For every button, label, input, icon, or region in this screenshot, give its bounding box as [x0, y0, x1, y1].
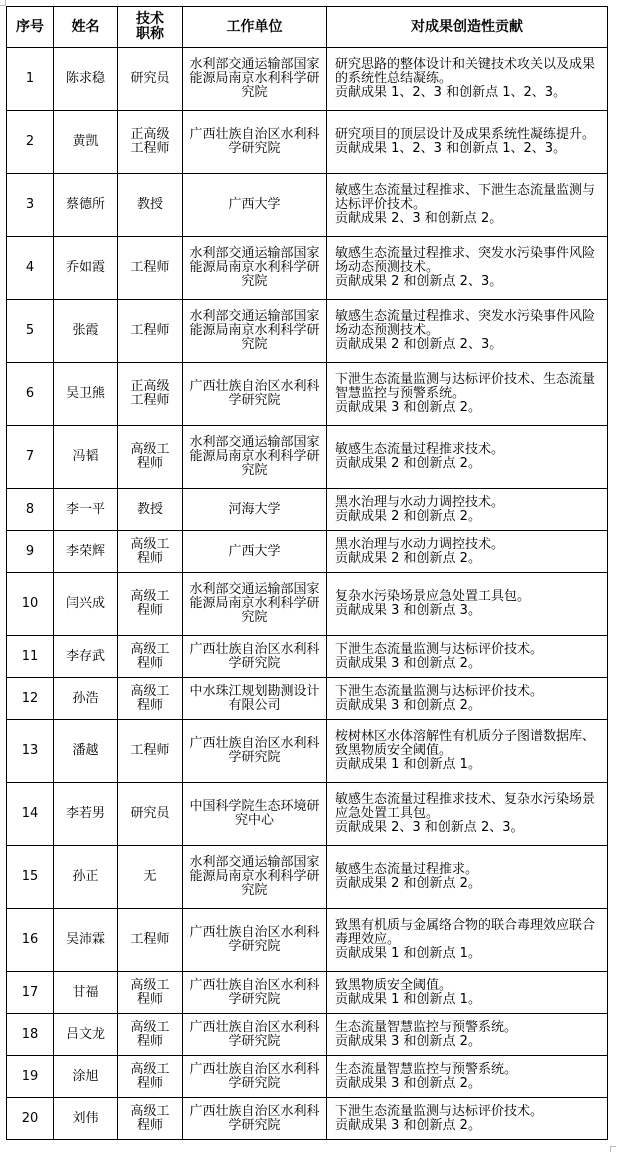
row-contribution-cell [327, 111, 608, 174]
table-body [7, 48, 608, 1140]
contribution-credit: 贡献成果 3 和创新点 2。 [335, 1075, 481, 1091]
row-contribution-cell [327, 783, 608, 846]
row-org-cell: 河海大学 [183, 489, 327, 531]
table-row [7, 1098, 608, 1140]
header-no: 序号 [7, 7, 54, 48]
contribution-credit: 贡献成果 3 和创新点 2。 [335, 400, 481, 415]
row-title-cell: 工程师 [118, 300, 183, 363]
row-name-cell: 冯韬 [54, 426, 118, 489]
contribution-text: 下泄生态流量监测与达标评价技术。 [335, 1103, 544, 1119]
table-row [7, 636, 608, 678]
row-name-cell: 李存武 [54, 636, 118, 678]
contribution-text: 敏感生态流量过程推求技术。 [335, 442, 505, 457]
row-contribution-cell [327, 174, 608, 237]
row-org-cell: 广西壮族自治区水利科学研究院 [183, 909, 327, 972]
row-name-cell: 李一平 [54, 489, 118, 531]
contribution-text: 敏感生态流量过程推求技术、复杂水污染场景应急处置工具包。 [335, 792, 596, 821]
row-no-cell: 7 [7, 426, 54, 489]
header-contribution: 对成果创造性贡献 [327, 7, 608, 48]
row-no-cell: 1 [7, 48, 54, 111]
row-name-cell: 刘伟 [54, 1098, 118, 1140]
contributors-table-container [6, 6, 608, 1140]
row-no-cell: 18 [7, 1014, 54, 1056]
table-row [7, 531, 608, 573]
row-title-cell: 无 [118, 846, 183, 909]
row-contribution-cell [327, 300, 608, 363]
row-contribution-cell [327, 636, 608, 678]
row-no-cell: 3 [7, 174, 54, 237]
row-name-cell: 陈求稳 [54, 48, 118, 111]
contribution-credit: 贡献成果 2 和创新点 2。 [335, 550, 481, 566]
row-title-cell: 高级工程师 [118, 531, 183, 573]
row-no-cell: 12 [7, 678, 54, 720]
contribution-text: 敏感生态流量过程推求、下泄生态流量监测与达标评价技术。 [335, 183, 596, 212]
page-corner-mark-bottom-right [610, 1146, 616, 1152]
row-name-cell: 吴沛霖 [54, 909, 118, 972]
row-title-cell: 高级工程师 [118, 1056, 183, 1098]
row-org-cell: 水利部交通运输部国家能源局南京水利科学研究院 [183, 426, 327, 489]
contributors-table [6, 6, 608, 1140]
contribution-credit: 贡献成果 3 和创新点 2。 [335, 655, 481, 671]
table-row [7, 1014, 608, 1056]
row-title-cell: 高级工程师 [118, 678, 183, 720]
row-org-cell: 广西壮族自治区水利科学研究院 [183, 972, 327, 1014]
row-name-cell: 吴卫熊 [54, 363, 118, 426]
contribution-text: 敏感生态流量过程推求、突发水污染事件风险场动态预测技术。 [335, 309, 596, 338]
table-row [7, 300, 608, 363]
contribution-text: 生态流量智慧监控与预警系统。 [335, 1061, 518, 1077]
contribution-text: 生态流量智慧监控与预警系统。 [335, 1019, 518, 1035]
row-contribution-cell [327, 972, 608, 1014]
row-no-cell: 14 [7, 783, 54, 846]
contribution-text: 下泄生态流量监测与达标评价技术。 [335, 683, 544, 699]
row-org-cell: 水利部交通运输部国家能源局南京水利科学研究院 [183, 48, 327, 111]
row-org-cell: 广西大学 [183, 174, 327, 237]
row-title-cell: 教授 [118, 489, 183, 531]
header-name: 姓名 [54, 7, 118, 48]
contribution-text: 敏感生态流量过程推求、突发水污染事件风险场动态预测技术。 [335, 246, 596, 275]
row-name-cell: 潘越 [54, 720, 118, 783]
row-no-cell: 20 [7, 1098, 54, 1140]
row-org-cell: 广西大学 [183, 531, 327, 573]
row-org-cell: 广西壮族自治区水利科学研究院 [183, 1098, 327, 1140]
row-name-cell: 孙正 [54, 846, 118, 909]
row-org-cell: 水利部交通运输部国家能源局南京水利科学研究院 [183, 300, 327, 363]
row-contribution-cell [327, 531, 608, 573]
row-contribution-cell [327, 237, 608, 300]
row-org-cell: 广西壮族自治区水利科学研究院 [183, 1056, 327, 1098]
contribution-credit: 贡献成果 1 和创新点 1。 [335, 946, 481, 961]
row-org-cell: 广西壮族自治区水利科学研究院 [183, 1014, 327, 1056]
row-org-cell: 广西壮族自治区水利科学研究院 [183, 636, 327, 678]
row-name-cell: 黄凯 [54, 111, 118, 174]
contribution-credit: 贡献成果 2 和创新点 2。 [335, 456, 481, 471]
row-no-cell: 4 [7, 237, 54, 300]
row-title-cell: 高级工程师 [118, 426, 183, 489]
contribution-credit: 贡献成果 2、3 和创新点 2。 [335, 211, 503, 226]
row-no-cell: 15 [7, 846, 54, 909]
row-no-cell: 5 [7, 300, 54, 363]
row-org-cell: 水利部交通运输部国家能源局南京水利科学研究院 [183, 846, 327, 909]
row-title-cell: 工程师 [118, 909, 183, 972]
table-row [7, 846, 608, 909]
contribution-credit: 贡献成果 2 和创新点 2。 [335, 508, 481, 524]
row-no-cell: 6 [7, 363, 54, 426]
table-row [7, 426, 608, 489]
contribution-credit: 贡献成果 1 和创新点 1。 [335, 991, 481, 1007]
row-contribution-cell [327, 363, 608, 426]
contribution-text: 黑水治理与水动力调控技术。 [335, 494, 505, 510]
contribution-credit: 贡献成果 3 和创新点 2。 [335, 1033, 481, 1049]
row-no-cell: 10 [7, 573, 54, 636]
contribution-credit: 贡献成果 1 和创新点 1。 [335, 757, 481, 772]
table-row [7, 720, 608, 783]
contribution-credit: 贡献成果 2 和创新点 2、3。 [335, 337, 503, 352]
row-title-cell: 工程师 [118, 720, 183, 783]
contribution-text: 下泄生态流量监测与达标评价技术、生态流量智慧监控与预警系统。 [335, 372, 596, 401]
row-no-cell: 11 [7, 636, 54, 678]
row-no-cell: 19 [7, 1056, 54, 1098]
contribution-text: 研究思路的整体设计和关键技术攻关以及成果的系统性总结凝练。 [335, 57, 596, 86]
contribution-text: 致黑物质安全阈值。 [335, 977, 453, 993]
row-contribution-cell [327, 489, 608, 531]
contribution-credit: 贡献成果 1、2、3 和创新点 1、2、3。 [335, 85, 567, 100]
table-row [7, 111, 608, 174]
row-title-cell: 正高级工程师 [118, 363, 183, 426]
row-name-cell: 张霞 [54, 300, 118, 363]
row-name-cell: 孙浩 [54, 678, 118, 720]
row-no-cell: 2 [7, 111, 54, 174]
table-row [7, 573, 608, 636]
row-no-cell: 8 [7, 489, 54, 531]
row-contribution-cell [327, 846, 608, 909]
row-contribution-cell [327, 678, 608, 720]
contribution-text: 黑水治理与水动力调控技术。 [335, 536, 505, 552]
row-name-cell: 涂旭 [54, 1056, 118, 1098]
row-title-cell: 教授 [118, 174, 183, 237]
table-row [7, 48, 608, 111]
row-title-cell: 正高级工程师 [118, 111, 183, 174]
row-org-cell: 广西壮族自治区水利科学研究院 [183, 720, 327, 783]
row-name-cell: 蔡德所 [54, 174, 118, 237]
row-name-cell: 李荣辉 [54, 531, 118, 573]
row-title-cell: 高级工程师 [118, 636, 183, 678]
row-contribution-cell [327, 573, 608, 636]
row-title-cell: 研究员 [118, 48, 183, 111]
row-org-cell: 中国科学院生态环境研究中心 [183, 783, 327, 846]
contribution-text: 桉树林区水体溶解性有机质分子图谱数据库、致黑物质安全阈值。 [335, 729, 596, 758]
row-title-cell: 高级工程师 [118, 573, 183, 636]
row-contribution-cell [327, 426, 608, 489]
row-title-cell: 高级工程师 [118, 1014, 183, 1056]
row-contribution-cell [327, 1056, 608, 1098]
row-no-cell: 17 [7, 972, 54, 1014]
table-header-row [7, 7, 608, 48]
row-contribution-cell [327, 1098, 608, 1140]
contribution-credit: 贡献成果 2 和创新点 2。 [335, 876, 481, 891]
row-no-cell: 9 [7, 531, 54, 573]
contribution-credit: 贡献成果 2 和创新点 2、3。 [335, 274, 503, 289]
row-name-cell: 甘福 [54, 972, 118, 1014]
row-org-cell: 水利部交通运输部国家能源局南京水利科学研究院 [183, 237, 327, 300]
contribution-credit: 贡献成果 1、2、3 和创新点 1、2、3。 [335, 141, 567, 156]
contribution-credit: 贡献成果 3 和创新点 2。 [335, 1117, 481, 1133]
row-org-cell: 广西壮族自治区水利科学研究院 [183, 111, 327, 174]
table-row [7, 1056, 608, 1098]
table-row [7, 909, 608, 972]
table-row [7, 678, 608, 720]
row-org-cell: 中水珠江规划勘测设计有限公司 [183, 678, 327, 720]
table-row [7, 174, 608, 237]
table-row [7, 237, 608, 300]
row-title-cell: 高级工程师 [118, 1098, 183, 1140]
row-name-cell: 吕文龙 [54, 1014, 118, 1056]
row-name-cell: 闫兴成 [54, 573, 118, 636]
table-row [7, 783, 608, 846]
contribution-credit: 贡献成果 3 和创新点 2。 [335, 697, 481, 713]
contribution-text: 致黑有机质与金属络合物的联合毒理效应联合毒理效应。 [335, 918, 596, 947]
contribution-text: 敏感生态流量过程推求。 [335, 862, 479, 877]
contribution-text: 复杂水污染场景应急处置工具包。 [335, 589, 531, 604]
row-contribution-cell [327, 909, 608, 972]
row-contribution-cell [327, 1014, 608, 1056]
row-no-cell: 13 [7, 720, 54, 783]
row-title-cell: 工程师 [118, 237, 183, 300]
contribution-credit: 贡献成果 2、3 和创新点 2、3。 [335, 820, 524, 835]
row-title-cell: 高级工程师 [118, 972, 183, 1014]
row-org-cell: 水利部交通运输部国家能源局南京水利科学研究院 [183, 573, 327, 636]
row-name-cell: 李若男 [54, 783, 118, 846]
row-contribution-cell [327, 720, 608, 783]
contribution-text: 研究项目的顶层设计及成果系统性凝练提升。 [335, 127, 596, 142]
header-title: 技术职称 [118, 7, 183, 48]
contribution-credit: 贡献成果 3 和创新点 3。 [335, 603, 481, 618]
table-row [7, 363, 608, 426]
contribution-text: 下泄生态流量监测与达标评价技术。 [335, 641, 544, 657]
table-row [7, 972, 608, 1014]
row-name-cell: 乔如霞 [54, 237, 118, 300]
row-contribution-cell [327, 48, 608, 111]
header-org: 工作单位 [183, 7, 327, 48]
table-row [7, 489, 608, 531]
row-title-cell: 研究员 [118, 783, 183, 846]
row-no-cell: 16 [7, 909, 54, 972]
row-org-cell: 广西壮族自治区水利科学研究院 [183, 363, 327, 426]
